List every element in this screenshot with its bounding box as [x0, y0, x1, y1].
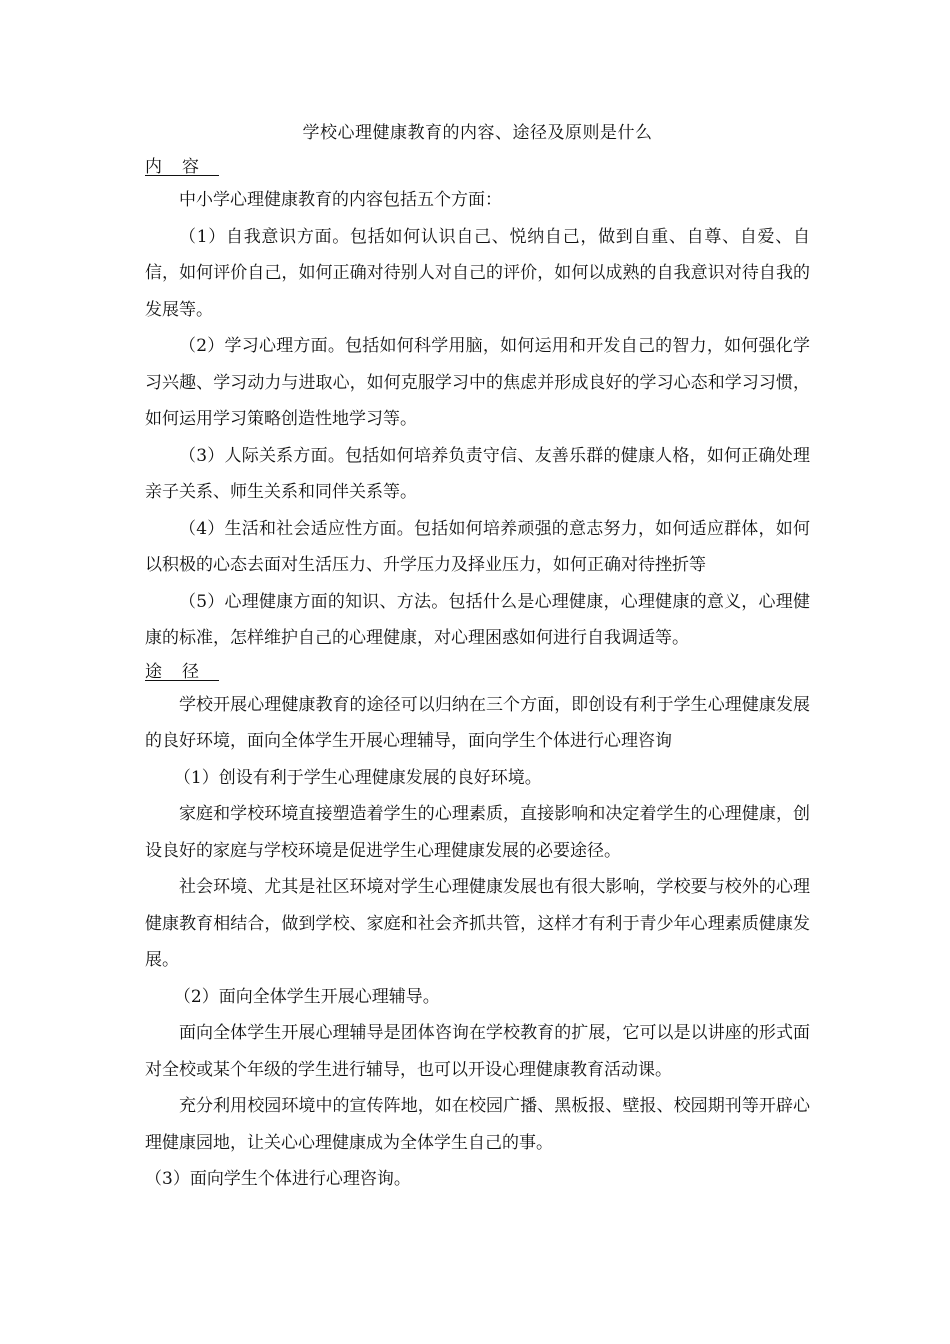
approach-group-paragraph-2: 充分利用校园环境中的宣传阵地，如在校园广播、黑板报、壁报、校园期刊等开辟心理健康园地，让关心心理健康成为全体学生自己的事。 — [145, 1096, 810, 1153]
section-heading-approach — [145, 657, 810, 687]
section-heading-approach-text: 途径 — [145, 661, 219, 682]
document-page — [145, 122, 810, 1198]
approach-group-paragraph-1: 面向全体学生开展心理辅导是团体咨询在学校教育的扩展，它可以是以讲座的形式面对全校或某个年级的学生进行辅导，也可以开设心理健康教育活动课。 — [145, 1023, 810, 1080]
content-item-learning: （2）学习心理方面。包括如何科学用脑，如何运用和开发自己的智力，如何强化学习兴趣、学习动力与进取心，如何克服学习中的焦虑并形成良好的学习心态和学习习惯，如何运用学习策略创造性地学习等。 — [145, 336, 810, 429]
approach-environment-paragraph-2: 社会环境、尤其是社区环境对学生心理健康发展也有很大影响，学校要与校外的心理健康教育相结合，做到学校、家庭和社会齐抓共管，这样才有利于青少年心理素质健康发展。 — [145, 877, 810, 970]
approach-item-group-counseling: （2）面向全体学生开展心理辅导。 — [173, 986, 440, 1007]
approach-intro-paragraph: 学校开展心理健康教育的途径可以归纳在三个方面，即创设有利于学生心理健康发展的良好环境，面向全体学生开展心理辅导，面向学生个体进行心理咨询 — [145, 694, 810, 751]
content-intro-paragraph: 中小学心理健康教育的内容包括五个方面： — [179, 190, 502, 210]
content-item-adaptation: （4）生活和社会适应性方面。包括如何培养顽强的意志努力，如何适应群体，如何以积极的心态去面对生活压力、升学压力及择业压力，如何正确对待挫折等 — [145, 518, 810, 575]
approach-environment-paragraph-1: 家庭和学校环境直接塑造着学生的心理素质，直接影响和决定着学生的心理健康，创设良好的家庭与学校环境是促进学生心理健康发展的必要途径。 — [145, 804, 810, 861]
section-heading-content-text: 内容 — [145, 157, 219, 177]
content-item-relationships: （3）人际关系方面。包括如何培养负责守信、友善乐群的健康人格，如何正确处理亲子关系、师生关系和同伴关系等。 — [145, 445, 810, 502]
approach-item-environment: （1）创设有利于学生心理健康发展的良好环境。 — [173, 767, 542, 788]
section-heading-content — [145, 152, 810, 182]
content-item-knowledge: （5）心理健康方面的知识、方法。包括什么是心理健康，心理健康的意义，心理健康的标准，怎样维护自己的心理健康，对心理困惑如何进行自我调适等。 — [145, 591, 810, 648]
content-item-self-awareness: （1）自我意识方面。包括如何认识自己、悦纳自己，做到自重、自尊、自爱、自信，如何评价自己，如何正确对待别人对自己的评价，如何以成熟的自我意识对待自我的发展等。 — [145, 226, 810, 320]
approach-item-individual-counseling: （3）面向学生个体进行心理咨询。 — [145, 1169, 411, 1189]
document-title: 学校心理健康教育的内容、途径及原则是什么 — [302, 123, 653, 143]
